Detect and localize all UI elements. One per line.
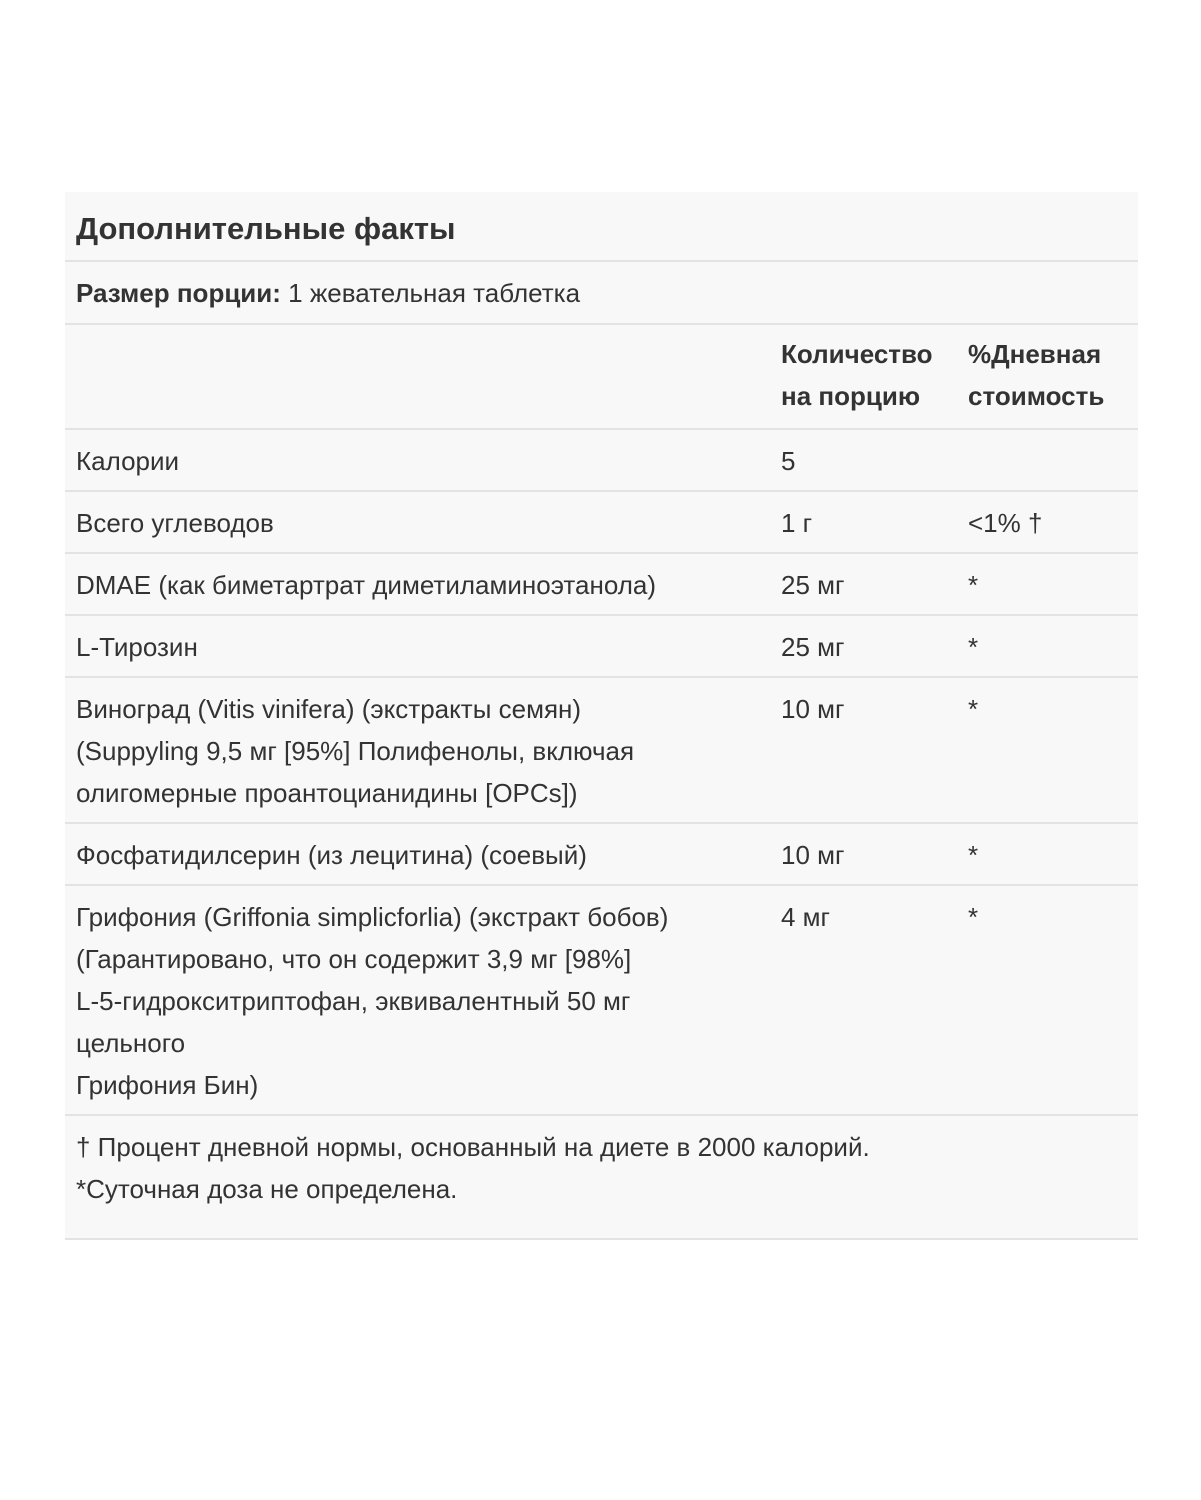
ingredient-name-line: цельного [76,1028,186,1058]
ingredient-name-line: Фосфатидилсерин (из лецитина) (соевый) [76,840,587,870]
amount-per-serving-cell: 4 мг [770,885,963,1115]
table-row [65,429,1138,491]
amount-per-serving-cell: 5 [770,429,963,491]
header-amount-line: на порцию [781,381,921,411]
ingredient-name-line: (Гарантировано, что он содержит 3,9 мг [98%] [76,944,632,974]
ingredient-name-line: DMAE (как биметартрат диметиламиноэтанола) [76,570,656,600]
ingredient-name-cell [65,823,770,885]
ingredient-name-line: Калории [76,446,180,476]
ingredient-name-cell [65,429,770,491]
table-row [65,885,1138,1115]
ingredient-name-line: Грифония (Griffonia simplicforlia) (экстракт бобов) [76,902,669,932]
header-dv-line: %Дневная [968,339,1102,369]
supplement-facts-panel [65,192,1138,1240]
header-daily-value [963,325,1138,429]
table-row [65,553,1138,615]
facts-title: Дополнительные факты [65,192,1138,262]
ingredient-name-line: Грифония Бин) [76,1070,259,1100]
footnotes [65,1116,1138,1240]
daily-value-cell: * [963,553,1138,615]
daily-value-cell: * [963,823,1138,885]
ingredient-name-cell [65,677,770,823]
ingredient-name-line: Всего углеводов [76,508,274,538]
table-header-row [65,325,1138,429]
ingredient-name-line: (Suppyling 9,5 мг [95%] Полифенолы, включая [76,736,635,766]
daily-value-cell [963,429,1138,491]
table-row [65,677,1138,823]
amount-per-serving-cell: 25 мг [770,615,963,677]
daily-value-cell: * [963,677,1138,823]
amount-per-serving-cell: 10 мг [770,823,963,885]
header-amount-per-serving [770,325,963,429]
ingredient-name-cell [65,491,770,553]
ingredient-name-cell [65,615,770,677]
ingredient-name-cell [65,885,770,1115]
table-row [65,491,1138,553]
ingredient-name-line: олигомерные проантоцианидины [OPCs]) [76,778,578,808]
facts-table-body [65,429,1138,1115]
amount-per-serving-cell: 1 г [770,491,963,553]
table-row [65,823,1138,885]
header-dv-line: стоимость [968,381,1105,411]
header-name-column [65,325,770,429]
table-row [65,615,1138,677]
serving-size-value: 1 жевательная таблетка [280,278,581,308]
amount-per-serving-cell: 10 мг [770,677,963,823]
ingredient-name-cell [65,553,770,615]
facts-table [65,325,1138,1116]
serving-size-row [65,262,1138,325]
serving-size-label: Размер порции: [76,278,281,308]
daily-value-cell: * [963,885,1138,1115]
header-amount-line: Количество [781,339,933,369]
ingredient-name-line: Виноград (Vitis vinifera) (экстракты семян) [76,694,582,724]
ingredient-name-line: L-5-гидрокситриптофан, эквивалентный 50 мг [76,986,631,1016]
amount-per-serving-cell: 25 мг [770,553,963,615]
ingredient-name-line: L-Тирозин [76,632,198,662]
daily-value-cell: <1% † [963,491,1138,553]
not-established-footnote: *Суточная доза не определена. [76,1174,458,1204]
daily-value-cell: * [963,615,1138,677]
daily-value-footnote: † Процент дневной нормы, основанный на диете в 2000 калорий. [76,1132,870,1162]
